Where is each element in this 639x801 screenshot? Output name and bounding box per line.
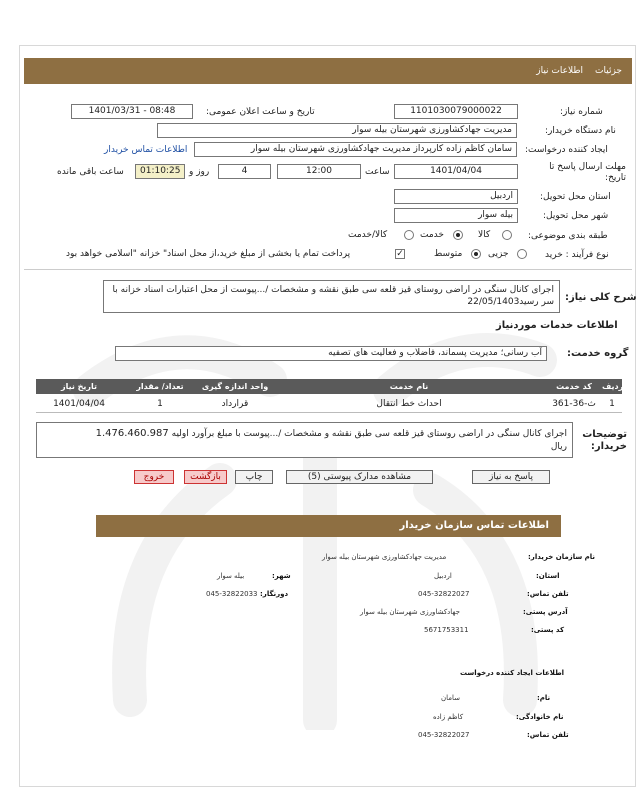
divider — [24, 269, 632, 270]
contact-fax: 045-32822033 — [206, 590, 258, 598]
contact-province: اردبیل — [434, 572, 452, 580]
col-code: کد خدمت — [556, 382, 592, 391]
contact-buyer-name-label: نام سازمان خریدار: — [528, 553, 596, 561]
contact-phone: 045-32822027 — [418, 590, 470, 598]
services-table-header — [36, 379, 622, 394]
process-minor-radio[interactable] — [517, 249, 527, 259]
category-service-label: خدمت — [420, 230, 444, 240]
requester-field: سامان کاظم زاده کارپرداز مدیریت جهادکشاورزی شهرستان بیله سوار — [194, 142, 517, 157]
process-medium-label: متوسط — [434, 249, 463, 259]
contact-address: جهادکشاورزی شهرستان بیله سوار — [360, 608, 460, 616]
buyer-notes-box — [36, 422, 573, 458]
buyer-notes-currency: ریال — [550, 442, 567, 452]
contact-buyer-name: مدیریت جهادکشاورزی شهرستان بیله سوار — [322, 553, 447, 561]
days-remaining-field: 4 — [218, 164, 271, 179]
top-nav-bar — [24, 58, 632, 84]
announce-date-field: 1401/03/31 - 08:48 — [71, 104, 193, 119]
service-group-label: گروه خدمت: — [567, 348, 629, 359]
contact-phone-label: تلفن تماس: — [527, 590, 569, 598]
buyer-contact-link[interactable]: اطلاعات تماس خریدار — [104, 145, 188, 155]
buyer-org-label: نام دستگاه خریدار: — [545, 126, 616, 136]
city-field: بیله سوار — [394, 208, 518, 223]
contact-city: بیله سوار — [217, 572, 245, 580]
buyer-notes-amount: 1.476.460.987 — [95, 428, 169, 439]
cell-name: احداث خط انتقال — [376, 399, 442, 409]
exit-button[interactable]: خروج — [134, 470, 174, 484]
view-documents-button[interactable]: مشاهده مدارک پیوستی (5) — [286, 470, 433, 484]
deadline-date-field: 1401/04/04 — [394, 164, 518, 179]
need-number-label: شماره نیاز: — [560, 107, 603, 117]
process-label: نوع فرآیند : خرید — [545, 250, 609, 260]
city-label: شهر محل تحویل: — [543, 211, 609, 221]
requester-label: ایجاد کننده درخواست: — [525, 145, 608, 155]
province-field: اردبیل — [394, 189, 518, 204]
need-number-field: 1101030079000022 — [394, 104, 518, 119]
service-group-field: آب رسانی؛ مدیریت پسماند، فاضلاب و فعالیت های تصفیه — [115, 346, 547, 361]
creator-last-name-label: نام خانوادگی: — [516, 713, 564, 721]
col-unit: واحد اندازه گیری — [201, 382, 269, 391]
process-medium-radio[interactable] — [471, 249, 481, 259]
treasury-payment-note: پرداخت تمام یا بخشی از مبلغ خرید،از محل اسناد" خزانه "اسلامی خواهد بود — [66, 249, 351, 259]
category-label: طبقه بندی موضوعی: — [528, 231, 608, 241]
category-goods-radio[interactable] — [502, 230, 512, 240]
summary-text: اجرای کانال سنگی در اراضی روستای قیز قلعه سی طبق نقشه و مشخصات /...پیوست از محل اعتبارات اسناد خزانه با سر رسید22/05/1403 — [103, 280, 560, 313]
category-service-radio[interactable] — [453, 230, 463, 240]
back-button[interactable]: بازگشت — [184, 470, 227, 484]
treasury-payment-checkbox[interactable]: ✓ — [396, 249, 404, 259]
cell-unit: قرارداد — [221, 399, 249, 409]
creator-phone: 045-32822027 — [418, 731, 470, 739]
deadline-label: مهلت ارسال پاسخ تا تاریخ: — [549, 162, 626, 183]
col-name: نام خدمت — [389, 382, 429, 391]
contact-postal-label: کد پستی: — [531, 626, 565, 634]
cell-row: 1 — [609, 399, 615, 409]
deadline-hour-label: ساعت — [365, 167, 390, 177]
cell-date: 1401/04/04 — [53, 399, 105, 409]
cell-qty: 1 — [157, 399, 163, 409]
buyer-org-field: مدیریت جهادکشاورزی شهرستان بیله سوار — [157, 123, 517, 138]
print-button[interactable]: چاپ — [235, 470, 273, 484]
category-both-radio[interactable] — [404, 230, 414, 240]
province-label: استان محل تحویل: — [540, 192, 611, 202]
nav-details-link[interactable]: جزئیات — [595, 66, 622, 76]
creator-last-name: کاظم زاده — [433, 713, 464, 721]
contact-city-label: شهر: — [272, 572, 291, 580]
creator-section-title: اطلاعات ایجاد کننده درخواست — [460, 669, 565, 677]
creator-first-name-label: نام: — [537, 694, 551, 702]
col-qty: تعداد/ مقدار — [136, 382, 184, 391]
contact-postal: 5671753311 — [424, 626, 469, 634]
remaining-time-label: ساعت باقی مانده — [57, 167, 124, 177]
announce-date-label: تاریخ و ساعت اعلان عمومی: — [206, 107, 315, 117]
contact-section-title: اطلاعات تماس سازمان خریدار — [96, 515, 561, 537]
services-heading: اطلاعات خدمات موردنیاز — [496, 320, 618, 331]
category-goods-label: کالا — [478, 230, 491, 240]
category-both-label: کالا/خدمت — [348, 230, 388, 240]
creator-first-name: سامان — [441, 694, 461, 702]
buyer-notes-text: اجرای کانال سنگی در اراضی روستای قیز قلعه سی طبق نقشه و مشخصات /...پیوست با مبلغ برآورد اولیه — [171, 429, 567, 439]
buyer-notes-label: توضیحات خریدار: — [582, 429, 627, 452]
col-date: تاریخ نیاز — [60, 382, 98, 391]
summary-label: شرح کلی نیاز: — [565, 292, 637, 303]
reply-button[interactable]: پاسخ به نیاز — [472, 470, 550, 484]
deadline-time-field: 12:00 — [277, 164, 361, 179]
contact-address-label: آدرس پستی: — [523, 608, 568, 616]
process-minor-label: جزیی — [488, 249, 509, 259]
nav-need-info-link[interactable]: اطلاعات نیاز — [536, 66, 584, 76]
creator-phone-label: تلفن تماس: — [527, 731, 569, 739]
contact-fax-label: دورنگار: — [260, 590, 289, 598]
days-label: روز و — [189, 167, 210, 177]
table-row — [36, 397, 622, 413]
cell-code: ث-36-361 — [552, 399, 596, 409]
col-row: ردیف — [602, 382, 624, 391]
remaining-time-field: 01:10:25 — [135, 164, 185, 179]
contact-province-label: استان: — [536, 572, 560, 580]
